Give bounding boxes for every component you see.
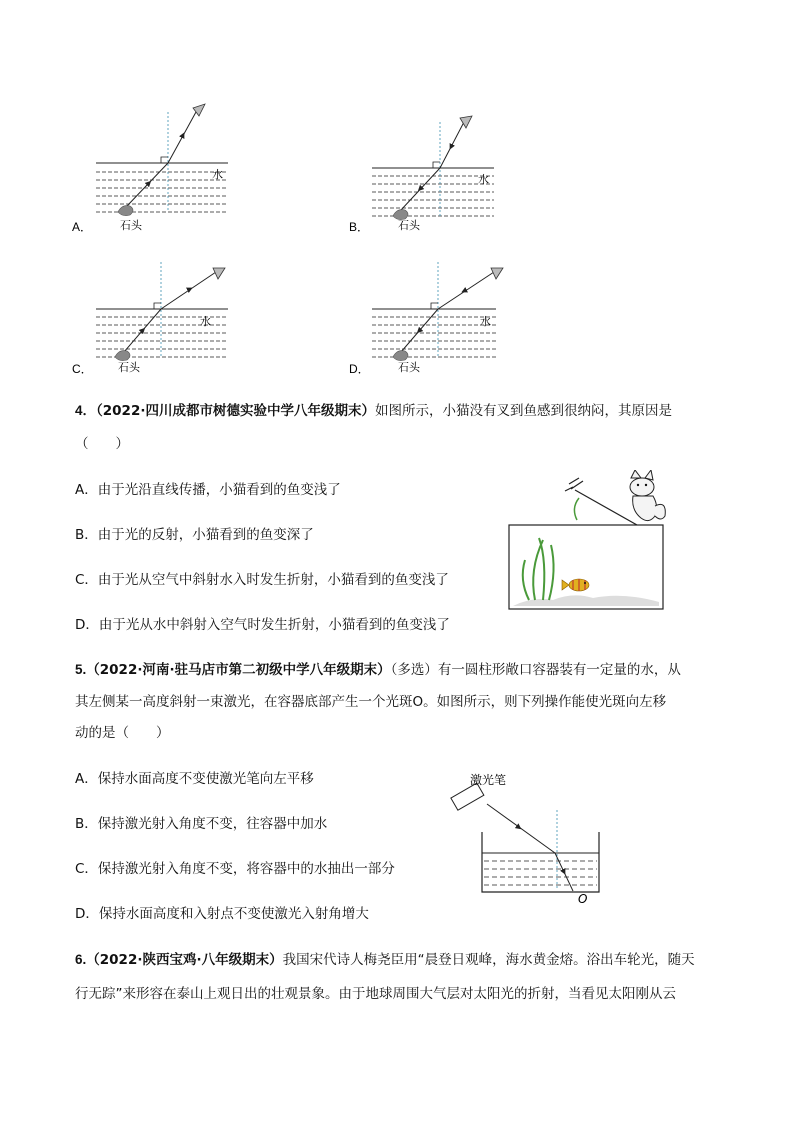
q6-stem: 我国宋代诗人梅尧臣用“晨登日观峰，海水黄金熔。浴出车轮光，随天 [282,952,695,968]
option-b-label: B． [349,220,370,234]
q4-option-d: D．由于光从水中斜射入空气时发生折射，小猫看到的鱼变浅了 [75,617,450,633]
q5-stem-line1 [75,660,681,680]
q4-option-b: B．由于光的反射，小猫看到的鱼变深了 [75,527,314,543]
q5-stem: （多选）有一圆柱形敞口容器装有一定量的水，从 [390,662,681,678]
figure-a [72,104,228,234]
option-d-label: D． [349,362,370,376]
water-label: 水 [478,173,489,186]
cat-fishtank-illustration [505,470,670,615]
q4-stem: 如图所示，小猫没有叉到鱼感到很纳闷，其原因是 [374,403,672,419]
q5-option-b: B．保持激光射入角度不变，往容器中加水 [75,816,328,832]
stone-label: 石头 [118,361,140,374]
option-a-label: A． [72,220,93,234]
figure-c [72,262,228,376]
figure-d [349,262,503,376]
stone-label: 石头 [398,361,420,374]
laser-container-diagram [445,770,605,910]
q4-stem-line2: （ ） [75,436,129,452]
figure-b [349,116,494,234]
stone-label: 石头 [120,219,142,232]
q6-stem-line1 [75,950,695,970]
q4-number: 4． [75,403,97,418]
option-c-label: C． [72,362,93,376]
q4-option-a: A．由于光沿直线传播，小猫看到的鱼变浅了 [75,482,341,498]
q5-number: 5. [75,662,87,677]
q6-stem-line2: 行无踪”来形容在泰山上观日出的壮观景象。由于地球周围大气层对太阳光的折射，当看见太阳刚从云 [75,986,676,1002]
q5-option-d: D．保持水面高度和入射点不变使激光入射角增大 [75,906,369,922]
spot-label: O [578,892,588,906]
q5-stem-line3: 动的是（ ） [75,725,170,741]
stone-label: 石头 [398,219,420,232]
water-label: 水 [480,315,491,328]
q6-source: （2022·陕西宝鸡·八年级期末） [86,952,283,968]
q6-number: 6. [75,952,87,967]
laser-label: 激光笔 [470,773,507,787]
q4-option-c: C．由于光从空气中斜射水入时发生折射，小猫看到的鱼变浅了 [75,572,449,588]
ray-diagrams [0,0,794,390]
q5-source: （2022·河南·驻马店市第二初级中学八年级期末） [86,662,391,678]
q5-option-c: C．保持激光射入角度不变，将容器中的水抽出一部分 [75,861,395,877]
q5-option-a: A．保持水面高度不变使激光笔向左平移 [75,771,314,787]
water-label: 水 [200,315,211,328]
q5-stem-line2: 其左侧某一高度斜射一束激光，在容器底部产生一个光斑O。如图所示，则下列操作能使光斑向左移 [75,694,667,710]
q4-stem-line1 [75,401,672,421]
water-label: 水 [212,168,223,181]
q4-source: （2022·四川成都市树德实验中学八年级期末） [96,403,375,419]
